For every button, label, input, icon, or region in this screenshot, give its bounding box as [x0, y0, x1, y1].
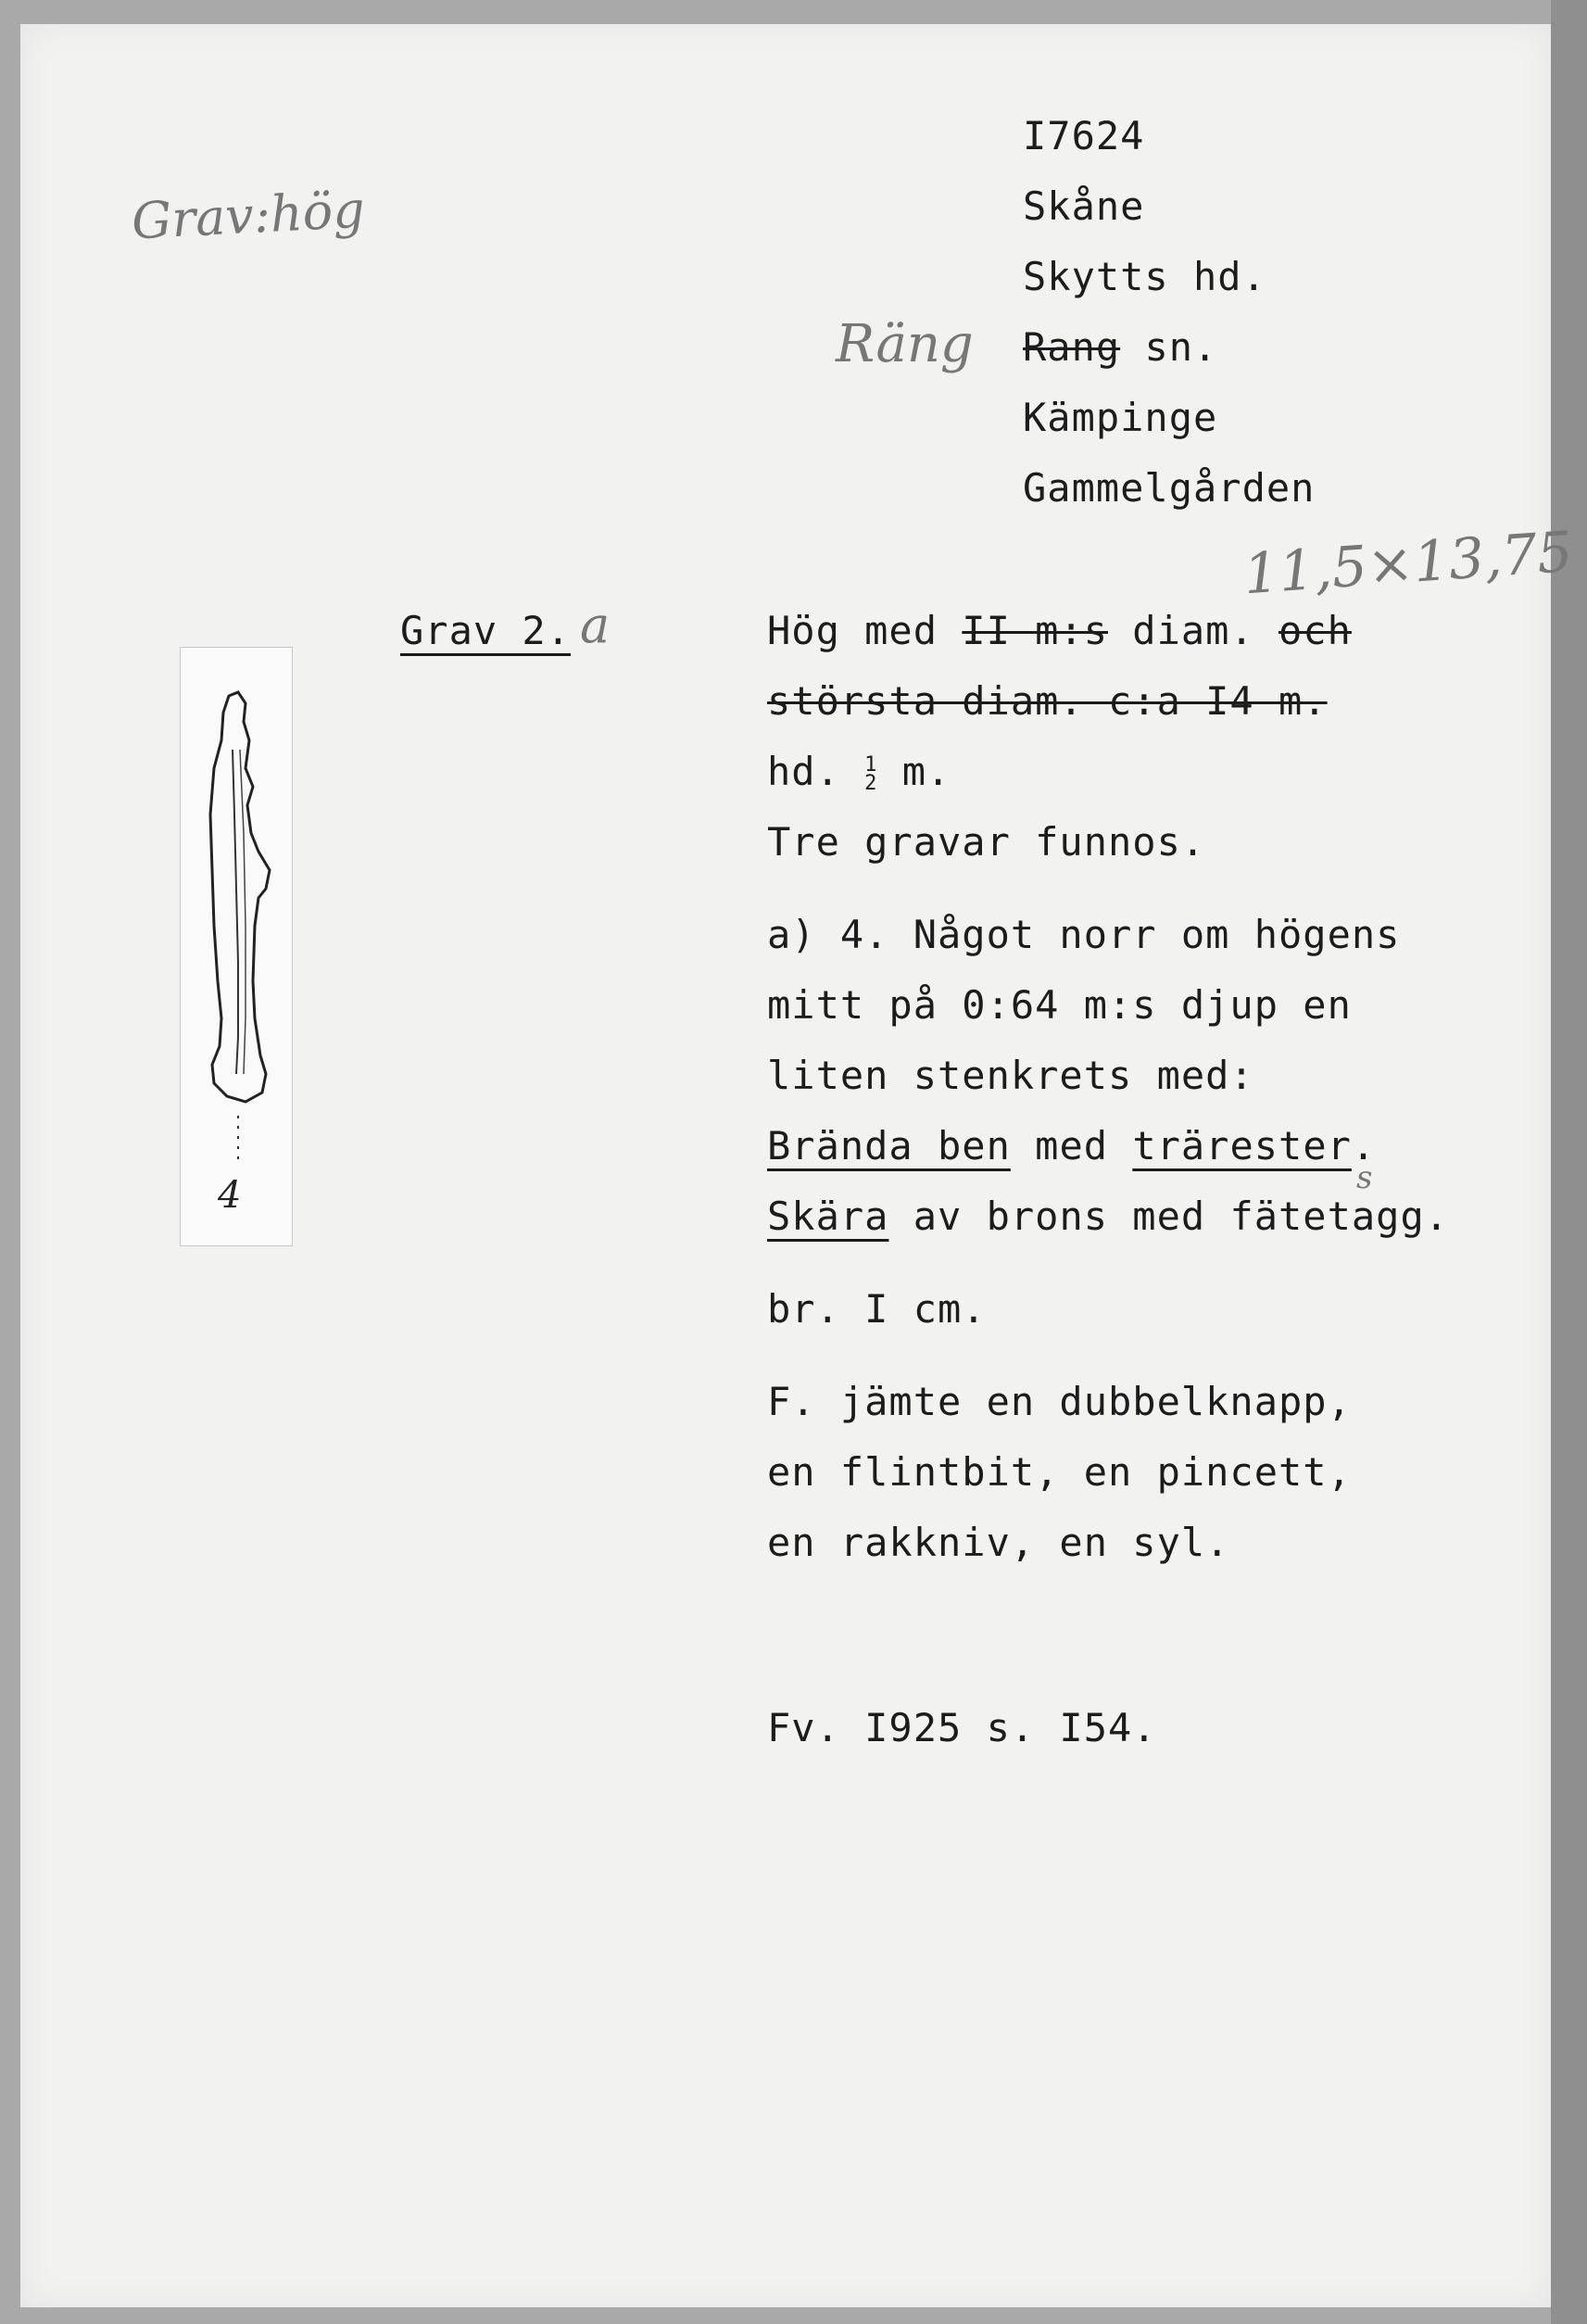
province: Skåne — [1023, 183, 1145, 229]
finds-item2 — [767, 1194, 1450, 1239]
also-line2: en flintbit, en pincett, — [767, 1449, 1352, 1495]
figure-number: 4 — [218, 1174, 242, 1217]
catalog-card — [20, 24, 1575, 2307]
handwritten-category: Grav:hög — [130, 180, 367, 251]
grave-label — [400, 608, 572, 653]
item1-mid: med — [1010, 1123, 1133, 1168]
height-denominator: 2 — [864, 771, 878, 795]
handwritten-parish-correction: Räng — [836, 314, 974, 374]
item1-end: . — [1351, 1123, 1377, 1168]
height-suffix: m. — [877, 749, 951, 794]
handwritten-dimensions: 11,5×13,75 — [1241, 519, 1575, 608]
scan-background-strip — [1551, 0, 1587, 2324]
mound-desc-struck: II m:s — [962, 608, 1109, 653]
finds-line2: mitt på 0:64 m:s djup en — [767, 982, 1352, 1028]
mound-desc-struck2: och — [1278, 608, 1352, 653]
also-line3: en rakkniv, en syl. — [767, 1520, 1230, 1565]
finds-line3: liten stenkrets med: — [767, 1053, 1254, 1098]
mound-desc-line2 — [767, 678, 1328, 724]
bronze-sickle-drawing — [181, 648, 292, 1167]
publication-reference: Fv. I925 s. I54. — [767, 1705, 1157, 1750]
village: Kämpinge — [1023, 395, 1218, 440]
finds-item1 — [767, 1123, 1377, 1168]
handwritten-letter-correction: s — [1356, 1159, 1373, 1196]
height-fraction — [864, 752, 878, 795]
also-line1: F. jämte en dubbelknapp, — [767, 1379, 1352, 1424]
mound-desc-start: Hög med — [767, 608, 963, 653]
finds-width: br. I cm. — [767, 1286, 987, 1332]
catalog-number: I7624 — [1023, 113, 1145, 158]
mound-height — [767, 749, 951, 795]
artifact-sketch — [180, 647, 293, 1246]
item1-wood-remains: trärester — [1132, 1123, 1352, 1168]
mound-desc-line1 — [767, 608, 1352, 653]
district: Skytts hd. — [1023, 254, 1266, 299]
graves-found: Tre gravar funnos. — [767, 819, 1206, 865]
mound-desc-line2-struck: största diam. c:a I4 m. — [767, 678, 1328, 724]
height-prefix: hd. — [767, 749, 865, 794]
parish-struck: Rang — [1023, 324, 1121, 370]
handwritten-grave-suffix: a — [580, 596, 611, 654]
farm: Gammelgården — [1023, 465, 1316, 511]
height-numerator: 1 — [864, 752, 878, 777]
finds-line1: a) 4. Något norr om högens — [767, 912, 1401, 957]
parish — [1023, 324, 1218, 370]
parish-rest: sn. — [1120, 324, 1218, 370]
item2-sickle: Skära — [767, 1194, 889, 1239]
grave-label-text: Grav 2. — [400, 608, 572, 653]
item2-rest: av brons med fätetagg. — [888, 1194, 1450, 1239]
item1-burnt-bones: Brända ben — [767, 1123, 1011, 1168]
mound-desc-mid: diam. — [1108, 608, 1279, 653]
